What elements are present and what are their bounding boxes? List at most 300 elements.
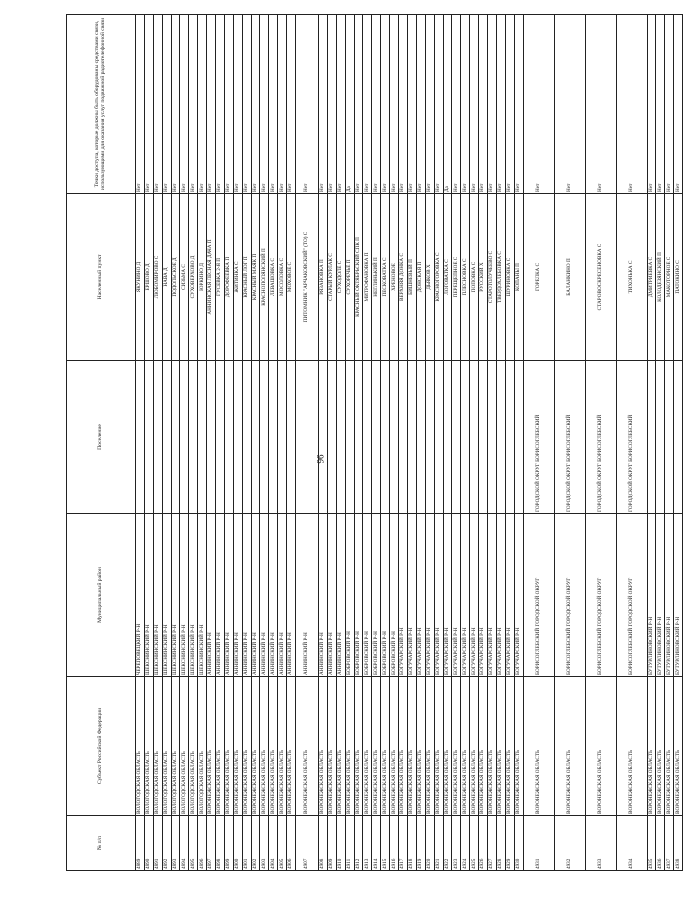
cell-number: 4900 xyxy=(233,816,242,871)
cell-access: Нет xyxy=(505,15,514,194)
cell-subject: ВОРОНЕЖСКАЯ ОБЛАСТЬ xyxy=(487,677,496,816)
cell-subject: ВОРОНЕЖСКАЯ ОБЛАСТЬ xyxy=(327,677,336,816)
cell-subject: ВОЛОГОДСКАЯ ОБЛАСТЬ xyxy=(144,677,153,816)
cell-district: БОБРОВСКИЙ Р-Н xyxy=(381,514,390,677)
cell-access: Нет xyxy=(496,15,505,194)
cell-locality: СИЗЬМА С xyxy=(180,194,189,361)
cell-number: 4928 xyxy=(496,816,505,871)
cell-subject: ВОРОНЕЖСКАЯ ОБЛАСТЬ xyxy=(505,677,514,816)
cell-locality: КРАСНЫЙ ЛОГ П xyxy=(242,194,251,361)
cell-settlement xyxy=(479,361,488,514)
cell-number: 4894 xyxy=(180,816,189,871)
cell-settlement xyxy=(144,361,153,514)
page-number: 96 xyxy=(315,454,326,464)
cell-settlement xyxy=(505,361,514,514)
table-row xyxy=(180,15,189,871)
table-row xyxy=(207,15,216,871)
cell-locality: ЛЮБОМИРОВО С xyxy=(153,194,162,361)
cell-access: Нет xyxy=(216,15,225,194)
cell-settlement xyxy=(434,361,443,514)
cell-subject: ВОРОНЕЖСКАЯ ОБЛАСТЬ xyxy=(224,677,233,816)
cell-number: 4923 xyxy=(452,816,461,871)
table-row xyxy=(319,15,328,871)
cell-district: ШЕКСНИНСКИЙ Р-Н xyxy=(162,514,171,677)
cell-access: Нет xyxy=(336,15,345,194)
table-row xyxy=(554,15,585,871)
cell-number: 4938 xyxy=(674,816,683,871)
table-row xyxy=(136,15,145,871)
cell-settlement xyxy=(287,361,296,514)
cell-settlement xyxy=(198,361,207,514)
cell-subject: ВОЛОГОДСКАЯ ОБЛАСТЬ xyxy=(136,677,145,816)
cell-access: Нет xyxy=(514,15,523,194)
cell-locality: ШУРИНОВКА С xyxy=(505,194,514,361)
cell-access: Нет xyxy=(198,15,207,194)
table-row xyxy=(189,15,198,871)
cell-settlement xyxy=(251,361,260,514)
cell-number: 4932 xyxy=(554,816,585,871)
cell-locality: ЮРКИНО Д xyxy=(198,194,207,361)
table-row xyxy=(251,15,260,871)
table-row xyxy=(372,15,381,871)
cell-district: БОГУЧАРСКИЙ Р-Н xyxy=(399,514,408,677)
cell-settlement xyxy=(372,361,381,514)
cell-number: 4912 xyxy=(354,816,363,871)
table-row xyxy=(260,15,269,871)
cell-locality: КОПАНЫ П xyxy=(514,194,523,361)
cell-settlement xyxy=(381,361,390,514)
cell-settlement xyxy=(407,361,416,514)
cell-locality: ДМИТРИЕВКА С xyxy=(647,194,656,361)
cell-number: 4918 xyxy=(407,816,416,871)
cell-subject: ВОРОНЕЖСКАЯ ОБЛАСТЬ xyxy=(434,677,443,816)
table-row xyxy=(381,15,390,871)
cell-subject: ВОРОНЕЖСКАЯ ОБЛАСТЬ xyxy=(665,677,674,816)
cell-district: БОГУЧАРСКИЙ Р-Н xyxy=(487,514,496,677)
header-locality: Населенный пункт xyxy=(67,194,136,361)
cell-settlement xyxy=(665,361,674,514)
cell-number: 4891 xyxy=(153,816,162,871)
cell-subject: ВОРОНЕЖСКАЯ ОБЛАСТЬ xyxy=(674,677,683,816)
cell-locality: МОСОЛОВКА С xyxy=(278,194,287,361)
cell-district: АННИНСКИЙ Р-Н xyxy=(336,514,345,677)
cell-district: АННИНСКИЙ Р-Н xyxy=(216,514,225,677)
cell-number: 4903 xyxy=(260,816,269,871)
cell-number: 4921 xyxy=(434,816,443,871)
cell-settlement xyxy=(345,361,354,514)
cell-district: БУТУРЛИНОВСКИЙ Р-Н xyxy=(647,514,656,677)
cell-district: БОРИСОГЛЕБСКИЙ ГОРОДСКОЙ ОКРУГ xyxy=(554,514,585,677)
cell-locality: БИШНЕВЫЙ П xyxy=(407,194,416,361)
cell-access: Нет xyxy=(224,15,233,194)
cell-district: БУТУРЛИНОВСКИЙ Р-Н xyxy=(656,514,665,677)
cell-settlement xyxy=(336,361,345,514)
cell-subject: ВОЛОГОДСКАЯ ОБЛАСТЬ xyxy=(198,677,207,816)
cell-access: Нет xyxy=(616,15,647,194)
cell-number: 4930 xyxy=(514,816,523,871)
cell-locality: НАВА Д xyxy=(162,194,171,361)
cell-settlement xyxy=(296,361,319,514)
cell-access: Нет xyxy=(327,15,336,194)
cell-settlement xyxy=(354,361,363,514)
cell-subject: ВОРОНЕЖСКАЯ ОБЛАСТЬ xyxy=(647,677,656,816)
cell-access: Нет xyxy=(487,15,496,194)
cell-number: 4902 xyxy=(251,816,260,871)
cell-access: Нет xyxy=(674,15,683,194)
cell-locality: ПЕСКОВАТКА С xyxy=(381,194,390,361)
cell-district: БОБРОВСКИЙ Р-Н xyxy=(390,514,399,677)
table-row xyxy=(523,15,554,871)
cell-access: Нет xyxy=(554,15,585,194)
table-row xyxy=(345,15,354,871)
cell-settlement xyxy=(153,361,162,514)
cell-number: 4922 xyxy=(443,816,452,871)
cell-access: Нет xyxy=(180,15,189,194)
cell-locality: ПАТОКИНО С xyxy=(674,194,683,361)
cell-district: АННИНСКИЙ Р-Н xyxy=(278,514,287,677)
cell-access: Нет xyxy=(585,15,616,194)
settlements-table xyxy=(66,14,683,871)
cell-settlement xyxy=(470,361,479,514)
cell-number: 4898 xyxy=(216,816,225,871)
cell-access: Нет xyxy=(425,15,434,194)
cell-locality: СТАРОТОЛУЧЕЕВО С xyxy=(487,194,496,361)
cell-settlement xyxy=(390,361,399,514)
cell-access: Нет xyxy=(372,15,381,194)
cell-number: 4896 xyxy=(198,816,207,871)
cell-access: Да xyxy=(345,15,354,194)
cell-locality: СУХОДОЛЕ С xyxy=(336,194,345,361)
cell-settlement xyxy=(399,361,408,514)
cell-subject: ВОРОНЕЖСКАЯ ОБЛАСТЬ xyxy=(216,677,225,816)
cell-district: АННИНСКИЙ Р-Н xyxy=(242,514,251,677)
cell-number: 4917 xyxy=(399,816,408,871)
table-row xyxy=(363,15,372,871)
cell-locality: РЯЗАНОВКА П xyxy=(319,194,328,361)
cell-number: 4929 xyxy=(505,816,514,871)
cell-access: Нет xyxy=(354,15,363,194)
cell-number: 4905 xyxy=(278,816,287,871)
cell-district: АННИНСКИЙ Р-Н xyxy=(296,514,319,677)
cell-district: АННИНСКИЙ Р-Н xyxy=(269,514,278,677)
cell-number: 4895 xyxy=(189,816,198,871)
cell-settlement xyxy=(180,361,189,514)
table-row xyxy=(278,15,287,871)
table-row xyxy=(496,15,505,871)
cell-number: 4931 xyxy=(523,816,554,871)
cell-subject: ВОРОНЕЖСКАЯ ОБЛАСТЬ xyxy=(287,677,296,816)
table-row xyxy=(216,15,225,871)
cell-access: Нет xyxy=(189,15,198,194)
cell-access: Нет xyxy=(319,15,328,194)
table-row xyxy=(224,15,233,871)
cell-number: 4934 xyxy=(616,816,647,871)
cell-number: 4906 xyxy=(287,816,296,871)
table-row xyxy=(425,15,434,871)
table-row xyxy=(144,15,153,871)
table-row xyxy=(665,15,674,871)
cell-subject: ВОРОНЕЖСКАЯ ОБЛАСТЬ xyxy=(443,677,452,816)
cell-number: 4915 xyxy=(381,816,390,871)
cell-subject: ВОРОНЕЖСКАЯ ОБЛАСТЬ xyxy=(585,677,616,816)
cell-locality: ПОДОЛЬСКОЕ Д xyxy=(171,194,180,361)
cell-subject: ВОРОНЕЖСКАЯ ОБЛАСТЬ xyxy=(514,677,523,816)
cell-access: Нет xyxy=(260,15,269,194)
cell-access: Нет xyxy=(144,15,153,194)
table-row xyxy=(674,15,683,871)
cell-subject: ВОРОНЕЖСКАЯ ОБЛАСТЬ xyxy=(425,677,434,816)
table-row xyxy=(162,15,171,871)
cell-locality: ПИТОМНИК "АРЧАКОВСКИЙ" (ТО) С xyxy=(296,194,319,361)
cell-locality: ХРЕНОВОЕ xyxy=(390,194,399,361)
cell-number: 4935 xyxy=(647,816,656,871)
cell-number: 4913 xyxy=(363,816,372,871)
cell-settlement xyxy=(207,361,216,514)
cell-number: 4924 xyxy=(461,816,470,871)
cell-access: Нет xyxy=(656,15,665,194)
cell-locality: МИТРОФАНОВКА П xyxy=(363,194,372,361)
cell-access: Нет xyxy=(269,15,278,194)
cell-district: АННИНСКИЙ Р-Н xyxy=(287,514,296,677)
cell-number: 4910 xyxy=(336,816,345,871)
cell-settlement xyxy=(443,361,452,514)
cell-access: Нет xyxy=(479,15,488,194)
cell-number: 4936 xyxy=(656,816,665,871)
table-row xyxy=(470,15,479,871)
table-row xyxy=(336,15,345,871)
cell-access: Нет xyxy=(287,15,296,194)
cell-district: БОГУЧАРСКИЙ Р-Н xyxy=(452,514,461,677)
table-row xyxy=(399,15,408,871)
cell-access: Нет xyxy=(278,15,287,194)
cell-settlement xyxy=(260,361,269,514)
table-row xyxy=(296,15,319,871)
cell-locality: СТАРЫЙ КУРЛАК С xyxy=(327,194,336,361)
cell-number: 4908 xyxy=(319,816,328,871)
cell-subject: ВОРОНЕЖСКАЯ ОБЛАСТЬ xyxy=(381,677,390,816)
cell-subject: ВОРОНЕЖСКАЯ ОБЛАСТЬ xyxy=(496,677,505,816)
table-row xyxy=(434,15,443,871)
cell-settlement xyxy=(278,361,287,514)
cell-locality: КРАСНЫЙ МАЯК П xyxy=(251,194,260,361)
table-row xyxy=(514,15,523,871)
cell-subject: ВОЛОГОДСКАЯ ОБЛАСТЬ xyxy=(189,677,198,816)
cell-locality: МАКОТОРНОЕ С xyxy=(665,194,674,361)
cell-district: БОГУЧАРСКИЙ Р-Н xyxy=(514,514,523,677)
cell-access: Нет xyxy=(452,15,461,194)
cell-settlement xyxy=(162,361,171,514)
table-row xyxy=(452,15,461,871)
cell-number: 4937 xyxy=(665,816,674,871)
cell-subject: ВОРОНЕЖСКАЯ ОБЛАСТЬ xyxy=(523,677,554,816)
cell-access: Нет xyxy=(162,15,171,194)
cell-number: 4890 xyxy=(144,816,153,871)
table-row xyxy=(407,15,416,871)
table-row xyxy=(327,15,336,871)
cell-settlement xyxy=(171,361,180,514)
cell-subject: ВОРОНЕЖСКАЯ ОБЛАСТЬ xyxy=(461,677,470,816)
table-body xyxy=(136,15,683,871)
cell-locality: СУХОВЕРХОВО Д xyxy=(189,194,198,361)
cell-subject: ВОРОНЕЖСКАЯ ОБЛАСТЬ xyxy=(399,677,408,816)
cell-access: Нет xyxy=(171,15,180,194)
cell-locality: ПОПОВКА С xyxy=(470,194,479,361)
cell-locality: ГУСЕВКА 2-Я П xyxy=(216,194,225,361)
cell-access: Нет xyxy=(434,15,443,194)
cell-district: ШЕКСНИНСКИЙ Р-Н xyxy=(144,514,153,677)
cell-number: 4911 xyxy=(345,816,354,871)
cell-district: БОГУЧАРСКИЙ Р-Н xyxy=(425,514,434,677)
table-row xyxy=(479,15,488,871)
table-row xyxy=(443,15,452,871)
cell-access: Нет xyxy=(242,15,251,194)
cell-district: БОБРОВСКИЙ Р-Н xyxy=(363,514,372,677)
cell-subject: ВОРОНЕЖСКАЯ ОБЛАСТЬ xyxy=(296,677,319,816)
cell-subject: ВОРОНЕЖСКАЯ ОБЛАСТЬ xyxy=(251,677,260,816)
cell-locality: КРАСНОПОЛЯНСКИЙ П xyxy=(260,194,269,361)
cell-number: 4909 xyxy=(327,816,336,871)
cell-district: АННИНСКИЙ Р-Н xyxy=(251,514,260,677)
cell-locality: ЛОГОВАТКА С xyxy=(443,194,452,361)
cell-district: ШЕКСНИНСКИЙ Р-Н xyxy=(153,514,162,677)
cell-subject: ВОРОНЕЖСКАЯ ОБЛАСТЬ xyxy=(479,677,488,816)
cell-locality: МОХОВОЕ С xyxy=(287,194,296,361)
cell-locality: ЯКУНИНО Д xyxy=(136,194,145,361)
cell-settlement xyxy=(656,361,665,514)
cell-locality: ПЕРЕЩЕПНОЕ С xyxy=(452,194,461,361)
cell-subject: ВОРОНЕЖСКАЯ ОБЛАСТЬ xyxy=(336,677,345,816)
header-subject: Субъект Российской Федерации xyxy=(67,677,136,816)
cell-district: ШЕКСНИНСКИЙ Р-Н xyxy=(180,514,189,677)
cell-locality: СУХОРЕЧЬЕ П xyxy=(345,194,354,361)
cell-number: 4927 xyxy=(487,816,496,871)
cell-settlement xyxy=(216,361,225,514)
cell-access: Нет xyxy=(461,15,470,194)
cell-number: 4904 xyxy=(269,816,278,871)
cell-district: ШЕКСНИНСКИЙ Р-Н xyxy=(171,514,180,677)
cell-access: Нет xyxy=(153,15,162,194)
cell-access: Нет xyxy=(390,15,399,194)
cell-access: Нет xyxy=(251,15,260,194)
cell-district: ШЕКСНИНСКИЙ Р-Н xyxy=(198,514,207,677)
table-row xyxy=(487,15,496,871)
cell-number: 4919 xyxy=(416,816,425,871)
cell-subject: ВОРОНЕЖСКАЯ ОБЛАСТЬ xyxy=(319,677,328,816)
cell-settlement xyxy=(514,361,523,514)
cell-subject: ВОРОНЕЖСКАЯ ОБЛАСТЬ xyxy=(345,677,354,816)
cell-settlement xyxy=(452,361,461,514)
cell-subject: ВОРОНЕЖСКАЯ ОБЛАСТЬ xyxy=(407,677,416,816)
cell-subject: ВОРОНЕЖСКАЯ ОБЛАСТЬ xyxy=(233,677,242,816)
cell-settlement xyxy=(416,361,425,514)
table-row xyxy=(461,15,470,871)
cell-access: Нет xyxy=(407,15,416,194)
cell-settlement: ГОРОДСКОЙ ОКРУГ БОРИСОГЛЕБСКИЙ xyxy=(554,361,585,514)
cell-district: АННИНСКИЙ Р-Н xyxy=(207,514,216,677)
cell-district: БОБРОВСКИЙ Р-Н xyxy=(372,514,381,677)
table-row xyxy=(198,15,207,871)
cell-locality: ДОНСКАЯ П xyxy=(416,194,425,361)
cell-district: БОРИСОГЛЕБСКИЙ ГОРОДСКОЙ ОКРУГ xyxy=(585,514,616,677)
cell-subject: ВОРОНЕЖСКАЯ ОБЛАСТЬ xyxy=(207,677,216,816)
header-access-points: Точки доступа, которые должны быть оборудованы средствами связи, использующими для оказания услуг подвижной радиотелефонной связи xyxy=(67,15,136,194)
cell-number: 4925 xyxy=(470,816,479,871)
cell-subject: ВОРОНЕЖСКАЯ ОБЛАСТЬ xyxy=(354,677,363,816)
table-row xyxy=(153,15,162,871)
table-row xyxy=(585,15,616,871)
cell-number: 4901 xyxy=(242,816,251,871)
cell-subject: ВОРОНЕЖСКАЯ ОБЛАСТЬ xyxy=(390,677,399,816)
table-row xyxy=(505,15,514,871)
cell-number: 4897 xyxy=(207,816,216,871)
cell-district: АННИНСКИЙ Р-Н xyxy=(224,514,233,677)
cell-district: БОБРОВСКИЙ Р-Н xyxy=(345,514,354,677)
cell-number: 4889 xyxy=(136,816,145,871)
cell-district: БОГУЧАРСКИЙ Р-Н xyxy=(479,514,488,677)
cell-locality: КРАСНЫЙ ОКТЯБРЬСКИЙ СПК П xyxy=(354,194,363,361)
cell-district: БОРИСОГЛЕБСКИЙ ГОРОДСКОЙ ОКРУГ xyxy=(523,514,554,677)
cell-settlement xyxy=(233,361,242,514)
cell-access: Нет xyxy=(296,15,319,194)
cell-district: БОГУЧАРСКИЙ Р-Н xyxy=(416,514,425,677)
cell-number: 4907 xyxy=(296,816,319,871)
header-number: № п/п xyxy=(67,816,136,871)
cell-locality: ТВЕРДОХЛЕБОВКА С xyxy=(496,194,505,361)
cell-locality: БАЛАНКИНО П xyxy=(554,194,585,361)
cell-number: 4914 xyxy=(372,816,381,871)
cell-access: Нет xyxy=(647,15,656,194)
cell-settlement xyxy=(224,361,233,514)
cell-access: Нет xyxy=(207,15,216,194)
table-row xyxy=(616,15,647,871)
table-row xyxy=(233,15,242,871)
cell-district: БОГУЧАРСКИЙ Р-Н xyxy=(461,514,470,677)
cell-locality: ПЛЕСНОВКА С xyxy=(461,194,470,361)
cell-district: БОГУЧАРСКИЙ Р-Н xyxy=(470,514,479,677)
table-row xyxy=(354,15,363,871)
cell-subject: ВОЛОГОДСКАЯ ОБЛАСТЬ xyxy=(153,677,162,816)
table-row xyxy=(242,15,251,871)
cell-number: 4926 xyxy=(479,816,488,871)
cell-settlement xyxy=(269,361,278,514)
cell-district: АННИНСКИЙ Р-Н xyxy=(233,514,242,677)
table-row xyxy=(416,15,425,871)
cell-settlement xyxy=(496,361,505,514)
cell-locality: ЕРШОВО Д xyxy=(144,194,153,361)
cell-number: 4933 xyxy=(585,816,616,871)
cell-settlement xyxy=(189,361,198,514)
cell-settlement xyxy=(319,361,328,514)
cell-number: 4916 xyxy=(390,816,399,871)
cell-subject: ВОРОНЕЖСКАЯ ОБЛАСТЬ xyxy=(278,677,287,816)
cell-district: АННИНСКИЙ Р-Н xyxy=(260,514,269,677)
cell-locality: РУССКИЙ Х xyxy=(479,194,488,361)
cell-locality: ДЬЯКОВ Х xyxy=(425,194,434,361)
cell-locality: ГОРЕЛКА С xyxy=(523,194,554,361)
cell-access: Нет xyxy=(470,15,479,194)
cell-district: БОГУЧАРСКИЙ Р-Н xyxy=(496,514,505,677)
cell-settlement xyxy=(647,361,656,514)
cell-district: БУТУРЛИНОВСКИЙ Р-Н xyxy=(665,514,674,677)
cell-district: БУТУРЛИНОВСКИЙ Р-Н xyxy=(674,514,683,677)
cell-district: ЧЕРЕПОВЕЦКИЙ Р-Н xyxy=(136,514,145,677)
cell-locality: ВЕРХНЯЯ ДОНКА С xyxy=(399,194,408,361)
cell-locality: ТИХОНЬКА С xyxy=(616,194,647,361)
cell-district: БОГУЧАРСКИЙ Р-Н xyxy=(434,514,443,677)
cell-settlement xyxy=(363,361,372,514)
cell-subject: ВОРОНЕЖСКАЯ ОБЛАСТЬ xyxy=(452,677,461,816)
header-district: Муниципальный район xyxy=(67,514,136,677)
